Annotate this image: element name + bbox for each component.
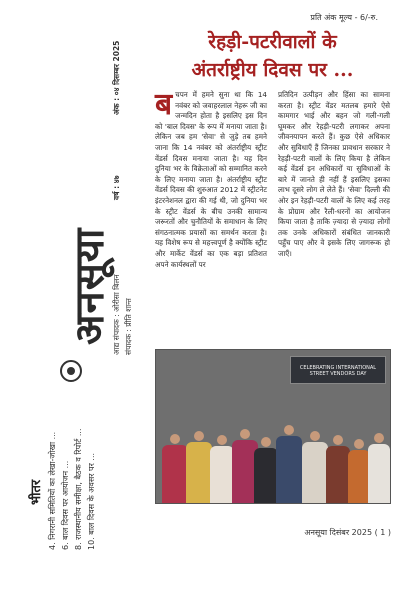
person-head (217, 435, 227, 445)
person-figure (276, 436, 302, 504)
person-figure (302, 442, 328, 504)
banner-text: CELEBRATING INTERNATIONAL STREET VENDORS DAY (299, 365, 377, 377)
person-figure (162, 445, 188, 504)
drop-cap: ब (155, 87, 173, 122)
event-photo (155, 349, 391, 504)
person-figure (348, 450, 370, 504)
person-figure (368, 444, 390, 504)
event-banner (290, 356, 386, 384)
person-figure (210, 446, 234, 504)
toc-item[interactable]: 4. निगरानी समितियों का लेखा-जोखा ... (48, 431, 57, 550)
headline-line-2: अंतर्राष्ट्रीय दिवस पर ... (191, 59, 354, 81)
masthead-title: अनसूया (66, 227, 113, 345)
price-label: प्रति अंक मूल्य - 6/-रु. (310, 13, 378, 22)
article-column-2 (278, 90, 390, 260)
person-figure (186, 442, 212, 504)
person-head (240, 429, 250, 439)
founding-editor: आद्य संपादक : ओरीसा बिलन (112, 274, 121, 355)
article-text-2: प्रतिदिन उत्पीड़न और हिंसा का सामना करता है। स्ट्रीट वेंडर मतलब हमारे ऐसे कामगार भाई और बहन जो गली-गली घूमकर और रेहड़ी-पटरी लगाकर अपना जीवनयापन करते हैं। कुछ ऐसे अधिकार और सुविधाएँ हैं जिनका प्रावधान सरकार ने रेहड़ी-पटरी वालों के लिए किया है लेकिन कई वेंडर्स इन अधिकारों या सुविधाओं के बारे में जानते ही नहीं हैं इसलिए इसका लाभ दूसरे लोग ले लेते हैं। 'सेवा' दिल्ली की ओर इन रेहड़ी-पटरी वालों के लिए कई तरह के प्रोग्राम और रैली-धरनों का आयोजन किया जाता है ताकि ज़्यादा से ज़्यादा लोगों तक उनके अधिकारों संबंधित जानकारी पहुँच पाए और वे इसके लिए जागरूक हो जाएँ। (278, 90, 390, 258)
person-head (194, 431, 204, 441)
person-head (374, 433, 384, 443)
volume-number: वर्ष : ४७ (112, 175, 121, 200)
toc-item[interactable]: 10. बाल दिवस के अवसर पर ... (87, 452, 96, 550)
editor: संपादक : प्रीति शान्त (124, 298, 133, 355)
person-head (170, 434, 180, 444)
toc-item[interactable]: 6. बाल दिवस पर आयोजन ... (61, 460, 70, 550)
person-head (310, 431, 320, 441)
issue-number: अंक : ०४ दिसम्बर 2025 (112, 40, 121, 115)
headline-line-1: रेहड़ी-पटरीवालों के (208, 31, 337, 53)
sewa-logo-icon (60, 360, 82, 382)
article-column-1 (155, 87, 267, 270)
article-text-1: चपन में हमने सुना था कि 14 नवंबर को जवाहरलाल नेहरू जी का जन्मदिन होता है इसलिए इस दिन को 'बाल दिवस' के रूप में मनाया जाता है। लेकिन जब हम 'सेवा' से जुड़े तब हमने जाना कि 14 नवंबर को अंतर्राष्ट्रीय स्ट्रीट वेंडर्स दिवस मनाया जाता है। यह दिन दुनिया भर के विक्रेताओं को सम्मानित करने के लिए मनाया जाता है। अंतर्राष्ट्रीय स्ट्रीट वेंडर्स दिवस की शुरुआत 2012 में स्ट्रीटनेट इंटरनेशनल द्वारा की गई थी, जो दुनिया भर के स्ट्रीट वेंडर्स के बीच उनकी सामान्य जरूरतों और चुनौतियों के समाधान के लिए संगठनात्मक प्रयासों का समर्थन करता है। यह विशेष रूप से महत्त्वपूर्ण है क्योंकि स्ट्रीट और मार्केट वेंडर्स का एक बड़ा प्रतिशत अपने कार्यस्थलों पर (155, 90, 267, 269)
person-head (333, 435, 343, 445)
page-footer: अनसूया दिसंबर 2025 ( 1 ) (304, 528, 391, 537)
person-head (284, 425, 294, 435)
person-figure (326, 446, 350, 504)
toc-item[interactable]: 8. राजस्थानीय समीक्षा, बैठक व रिपोर्ट ... (74, 428, 83, 550)
person-head (261, 437, 271, 447)
toc-title: भीतर (29, 479, 44, 505)
person-head (354, 439, 364, 449)
person-figure (254, 448, 278, 504)
